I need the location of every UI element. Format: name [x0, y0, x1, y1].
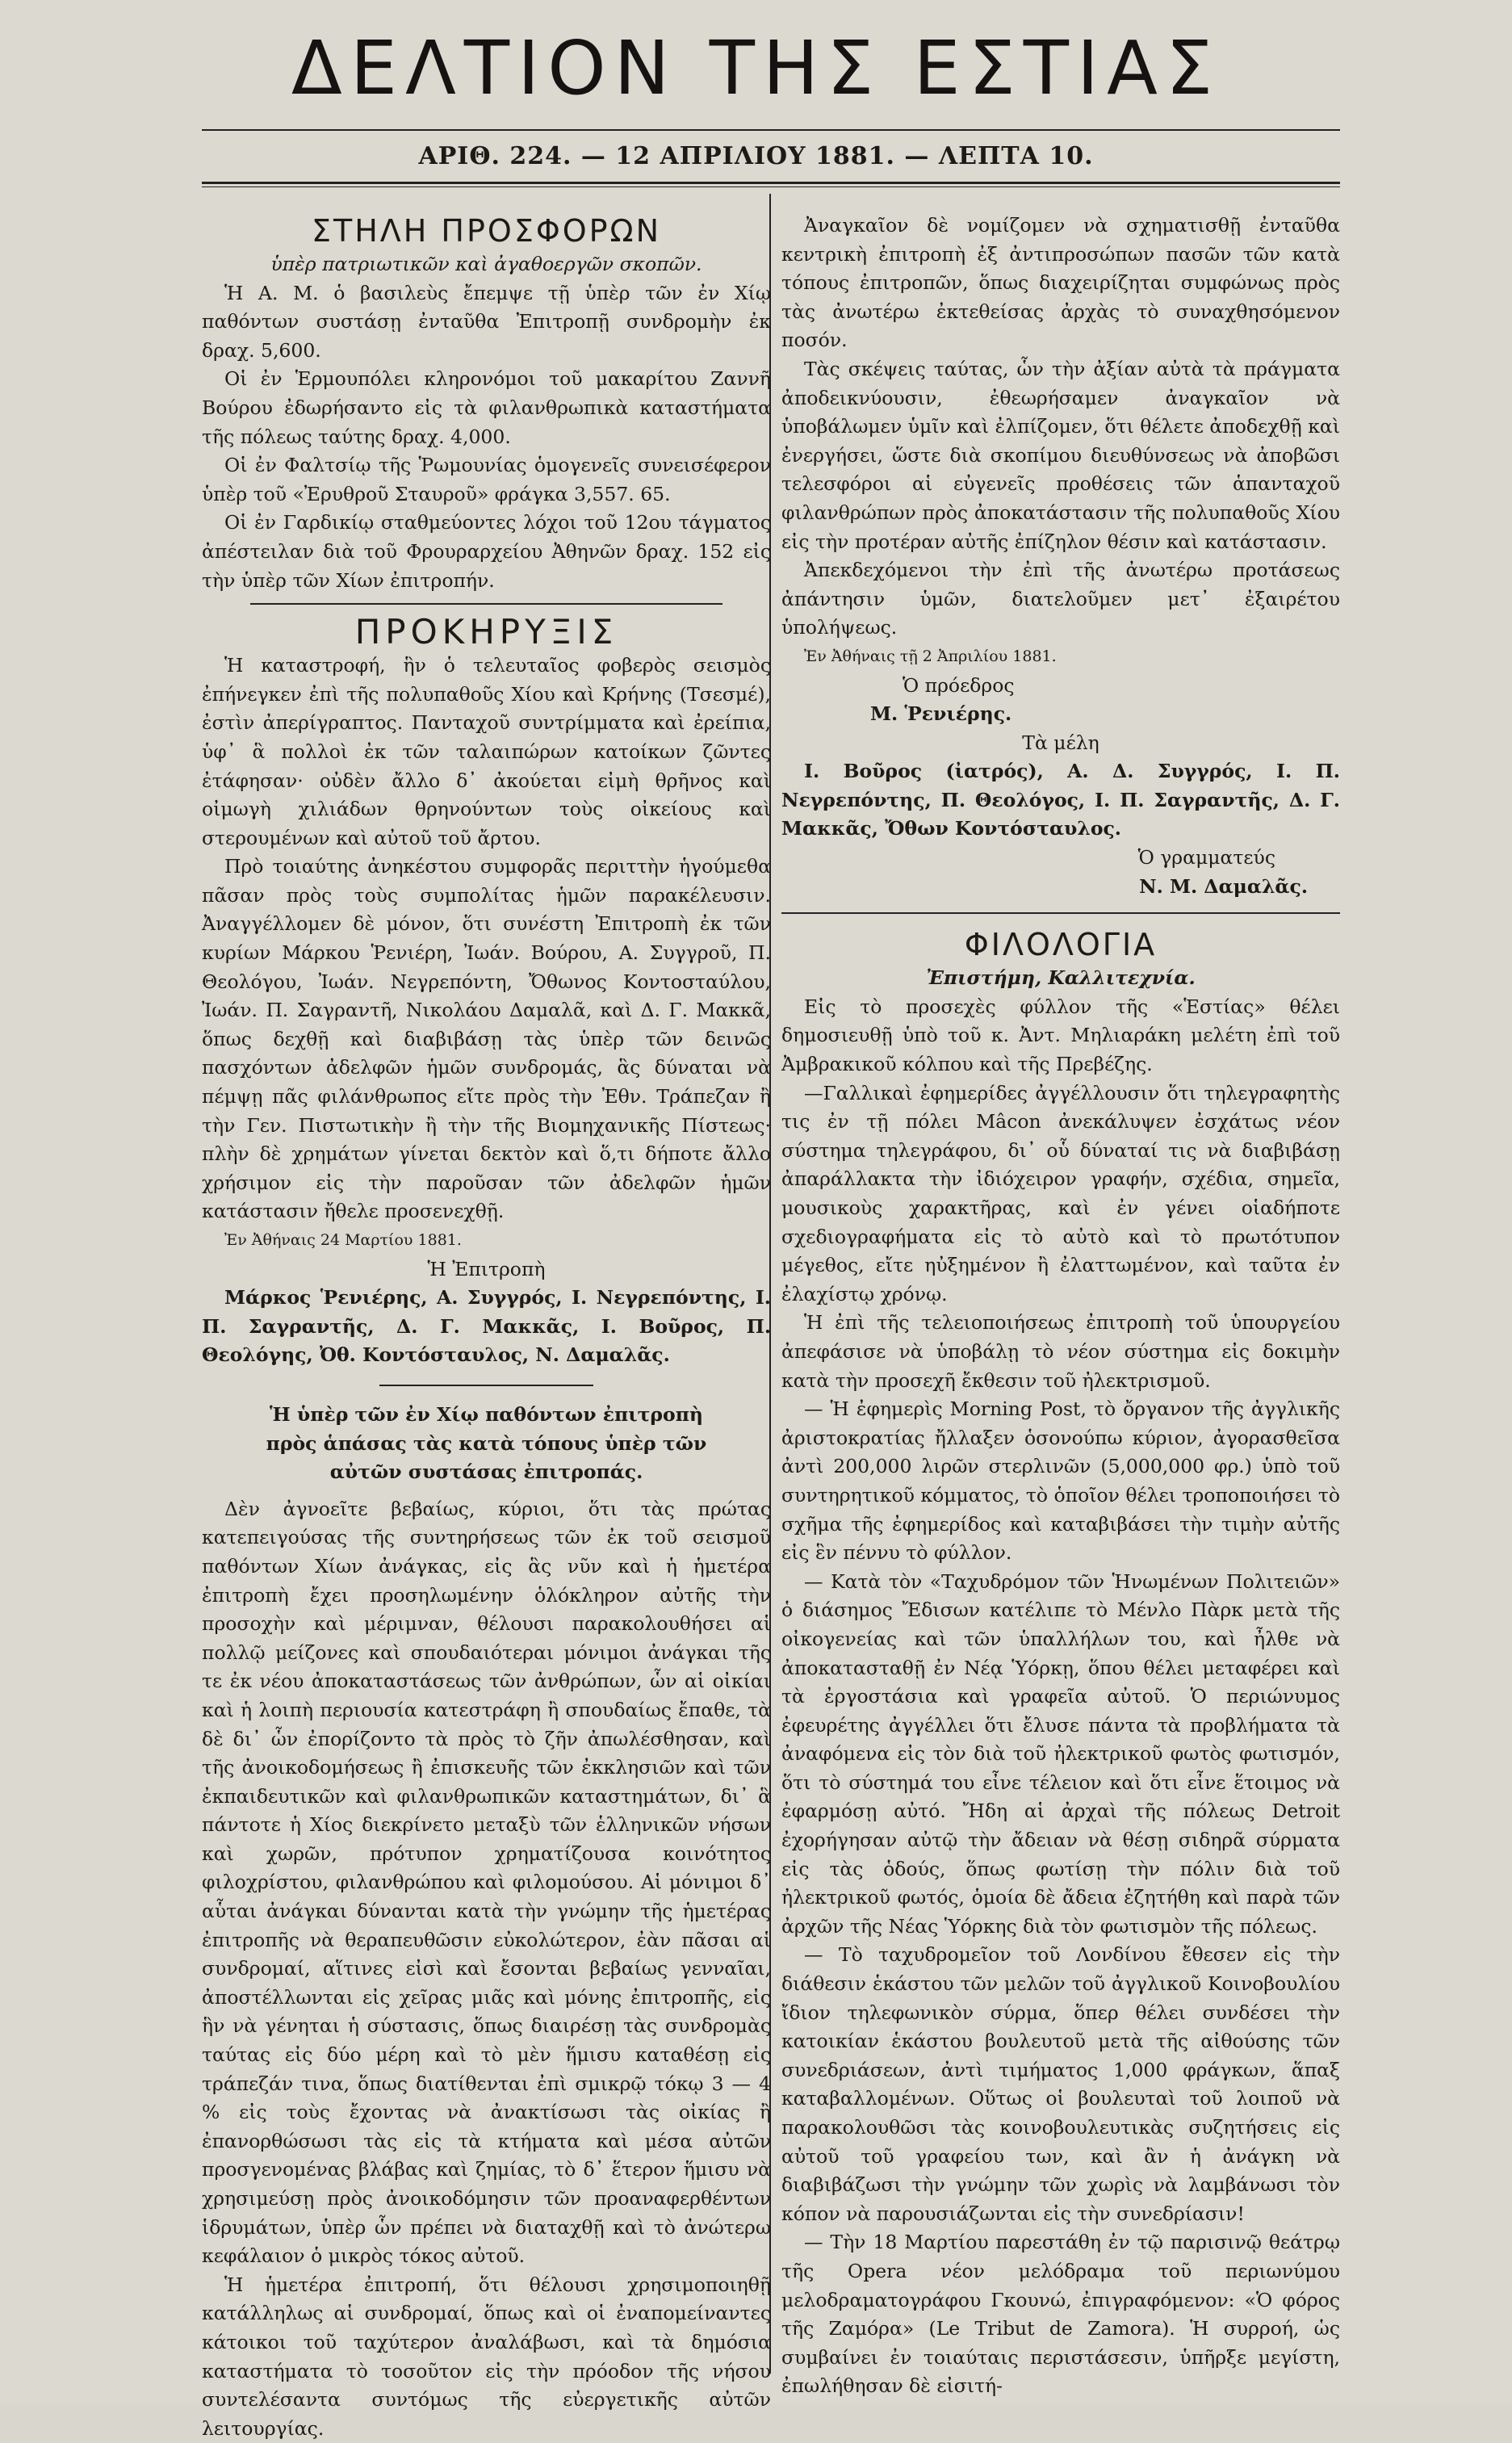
news-item: Ἡ ἐπὶ τῆς τελειοποιήσεως ἐπιτροπὴ τοῦ ὑπουργείου ἀπεφάσισε νὰ ὑποβάλῃ τὸ νέον σύστημα εἰς δοκιμὴν κατὰ τὴν προσεχῆ ἔκθεσιν τοῦ ἠλεκτρισμοῦ.: [781, 1311, 1340, 1392]
news-item: — Τὴν 18 Μαρτίου παρεστάθη ἐν τῷ παρισινῷ θεάτρῳ τῆς Opera νέον μελόδραμα τοῦ περιωνύμου μελοδραματογράφου Γκουνώ, ἐπιγραφόμενον: «Ὁ φόρος τῆς Ζαμόρα» (Le Tribut de Zamora). Ἡ συρροή, ὡς συμβαίνει ἐν τοιαύταις περιστάσεσιν, ὑπῆρξε μεγίστη, ἐπωλήθησαν δὲ εἰσιτή-: [781, 2231, 1340, 2398]
issue-line: ΑΡΙΘ. 224. — 12 ΑΠΡΙΛΙΟΥ 1881. — ΛΕΠΤΑ 10.: [418, 142, 1094, 170]
right-column: [781, 212, 1340, 2401]
newspaper-title: ΔΕΛΤΙΟΝ ΤΗΣ ΕΣΤΙΑΣ: [291, 25, 1221, 111]
proclamation-committee-label: Ἡ Ἐπιτροπὴ: [427, 1257, 546, 1280]
proclamation-date: Ἐν Ἀθήναις 24 Μαρτίου 1881.: [224, 1231, 462, 1249]
philology-subtitle: Ἐπιστήμη, Καλλιτεχνία.: [926, 966, 1196, 990]
section-divider: [379, 1385, 593, 1386]
masthead-rule-top: [202, 129, 1340, 131]
secretary-label: Ὁ γραμματεύς: [1137, 846, 1275, 870]
news-item: Εἰς τὸ προσεχὲς φύλλον τῆς «Ἑστίας» θέλει δημοσιευθῇ ὑπὸ τοῦ κ. Ἀντ. Μηλιαράκη μελέτη ἐπὶ τοῦ Ἀμβρακικοῦ κόλπου καὶ τῆς Πρεβέζης.: [781, 995, 1340, 1076]
news-item: —Γαλλικαὶ ἐφημερίδες ἀγγέλλουσιν ὅτι τηλεγραφητὴς τις ἐν τῇ πόλει Mâcon ἀνεκάλυψεν ἐσχάτως νέον σύστημα τηλεγράφου, δι᾽ οὗ δύναταί τις νὰ διαβιβάσῃ ἀπαράλλακτα τὴν ἰδιόχειρον γραφήν, σχέδια, σημεῖα, μουσικοὺς χαρακτῆρας, καὶ ἐν γένει οἱαδήποτε σχεδιογραφήματα εἰς τὸ αὐτὸ καὶ τὸ πρωτότυπον μέγεθος, εἴτε ηὐξημένον ἢ ἐλαττωμένον, καὶ ταῦτα ἐν ἐλαχίστῳ χρόνῳ.: [781, 1081, 1340, 1305]
offer-item: Οἱ ἐν Γαρδικίῳ σταθμεύοντες λόχοι τοῦ 12ου τάγματος ἀπέστειλαν διὰ τοῦ Φρουραρχείου Ἀθηνῶν δραχ. 152 εἰς τὴν ὑπὲρ τῶν Χίων ἐπιτροπήν.: [202, 511, 771, 592]
committee-letter-paragraph: Δὲν ἀγνοεῖτε βεβαίως, κύριοι, ὅτι τὰς πρώτας κατεπειγούσας τῆς συντηρήσεως τῶν ἐκ τοῦ σεισμοῦ παθόντων Χίων ἀνάγκας, εἰς ἃς νῦν καὶ ἡ ἡμετέρα ἐπιτροπὴ ἔχει προσηλωμένην ὁλόκληρον αὐτῆς τὴν προσοχὴν καὶ μέριμναν, θέλουσι παρακολουθήσει αἱ πολλῷ μείζονες καὶ σπουδαιότεραι μόνιμοι ἀνάγκαι τῆς τε ἐκ νέου ἀποκαταστάσεως τῶν ἀνθρώπων, ὧν αἱ οἰκίαι καὶ ἡ λοιπὴ περιουσία κατεστράφη ἢ σπουδαίως ἔπαθε, τὰ δὲ δι᾽ ὧν ἐπορίζοντο τὰ πρὸς τὸ ζῆν ἀπωλέσθησαν, καὶ τῆς ἀνοικοδομήσεως ἢ ἐπισκευῆς τῶν ἐκκλησιῶν καὶ τῶν ἐκπαιδευτικῶν καὶ φιλανθρωπικῶν καταστημάτων, δι᾽ ἃ πάντοτε ἡ Χίος διεκρίνετο μεταξὺ τῶν ἑλληνικῶν νήσων καὶ χωρῶν, πρότυπον χρηματίζουσα κοινότητος φιλοχρίστου, φιλανθρώπου καὶ φιλομούσου. Αἱ μόνιμοι δ᾽ αὗται ἀνάγκαι δύνανται κατὰ τὴν γνώμην τῆς ἡμετέρας ἐπιτροπῆς νὰ θεραπευθῶσιν εὐκολώτερον, ἐὰν πᾶσαι αἱ συνδρομαί, αἵτινες εἰσὶ καὶ ἔσονται βεβαίως γενναῖαι, ἀποστέλλωνται εἰς χεῖρας μιᾶς καὶ μόνης ἐπιτροπῆς, εἰς ἣν νὰ γένηται ἡ σύστασις, ὅπως διαιρέσῃ τὰς συνδρομὰς ταύτας εἰς δύο μέρη καὶ τὸ μὲν ἥμισυ καταθέσῃ εἰς τράπεζάν τινα, ὅπως διατίθενται ἐπὶ σμικρῷ τόκῳ 3 — 4 % εἰς τοὺς ἔχοντας νὰ ἀνακτίσωσι τὰς οἰκίας ἢ ἐπανορθώσωσι τὰς εἰς τὰ κτήματα καὶ μέσα αὐτῶν προσγενομένας βλάβας καὶ ζημίας, τὸ δ᾽ ἕτερον ἥμισυ νὰ χρησιμεύσῃ πρὸς ἀνοικοδόμησιν τῶν προαναφερθέντων ἱδρυμάτων, ὑπὲρ ὧν πρέπει νὰ διαταχθῇ καὶ τὸ ἀνώτερω κεφάλαιον ὁ μικρὸς τόκος αὐτοῦ.: [202, 1497, 771, 2268]
letter-paragraph: Ἀναγκαῖον δὲ νομίζομεν νὰ σχηματισθῇ ἐνταῦθα κεντρικὴ ἐπιτροπὴ ἐξ ἀντιπροσώπων πασῶν τῶν κατὰ τόπους ἐπιτροπῶν, ὅπως διαχειρίζηται συμφώνως πρὸς τὰς ἀνωτέρω ἐκτεθείσας ἀρχὰς τὸ συναχθησόμενον ποσόν.: [781, 214, 1340, 352]
news-item: — Τὸ ταχυδρομεῖον τοῦ Λονδίνου ἔθεσεν εἰς τὴν διάθεσιν ἑκάστου τῶν μελῶν τοῦ ἀγγλικοῦ Κοινοβουλίου ἴδιον τηλεφωνικὸν σύρμα, ὅπερ θέλει συνδέσει τὴν κατοικίαν ἑκάστου βουλευτοῦ μετὰ τῆς αἰθούσης τῶν συνεδριάσεων, ἀντὶ τιμήματος 1,000 φράγκων, ἅπαξ καταβαλλομένων. Οὕτως οἱ βουλευταὶ τοῦ λοιποῦ νὰ παρακολουθῶσι τὰς κοινοβουλευτικὰς συζητήσεις εἰς αὐτοῦ τοῦ γραφείου των, καὶ ἂν ἡ ἀνάγκη νὰ διαβιβάζωσι τὴν γνώμην τῶν χωρὶς νὰ λαμβάνωσι τὸν κόπον νὰ παρουσιάζωνται εἰς τὴν συνεδρίασιν!: [781, 1943, 1340, 2225]
committee-letter-paragraph: Ἡ ἡμετέρα ἐπιτροπή, ὅτι θέλουσι χρησιμοποιηθῇ κατάλληλως αἱ συνδρομαί, ὅπως καὶ οἱ ἐναπομείναντες κάτοικοι τοῦ ταχύτερον ἀναλάβωσι, καὶ τὰ δημόσια καταστήματα τὸ τοσοῦτον εἰς τὴν πρόοδον τῆς νήσου συντελέσαντα συντόμως τῆς εὐεργετικῆς αὐτῶν λειτουργίας.: [202, 2273, 771, 2440]
offer-item: Οἱ ἐν Ἑρμουπόλει κληρονόμοι τοῦ μακαρίτου Ζαννῆ Βούρου ἐδωρήσαντο εἰς τὰ φιλανθρωπικὰ καταστήματα τῆς πόλεως ταύτης δραχ. 4,000.: [202, 367, 771, 448]
left-column: [202, 212, 771, 2443]
secretary-name: Ν. Μ. Δαμαλᾶς.: [1139, 874, 1308, 898]
section-divider: [250, 603, 722, 605]
section-divider: [781, 912, 1340, 914]
letter-paragraph: Ἀπεκδεχόμενοι τὴν ἐπὶ τῆς ἀνωτέρω προτάσεως ἀπάντησιν ὑμῶν, διατελοῦμεν μετ᾽ ἐξαιρέτου ὑπολήψεως.: [781, 559, 1340, 639]
masthead: [0, 24, 1512, 113]
members-label: Τὰ μέλη: [1022, 731, 1099, 754]
offer-item: Ἡ Α. Μ. ὁ βασιλεὺς ἔπεμψε τῇ ὑπὲρ τῶν ἐν Χίῳ παθόντων συστάσῃ ἐνταῦθα Ἐπιτροπῇ συνδρομὴν ἐκ δραχ. 5,600.: [202, 281, 771, 362]
offer-item: Οἱ ἐν Φαλτσίῳ τῆς Ῥωμουνίας ὁμογενεῖς συνεισέφερον ὑπὲρ τοῦ «Ἐρυθροῦ Σταυροῦ» φράγκα 3,557. 65.: [202, 454, 771, 505]
proclamation-paragraph: Ἡ καταστροφή, ἣν ὁ τελευταῖος φοβερὸς σεισμὸς ἐπήνεγκεν ἐπὶ τῆς πολυπαθοῦς Χίου καὶ Κρήνης (Τσεσμέ), ἐστὶν ἀπερίγραπτος. Πανταχοῦ συντρίμματα καὶ ἐρείπια, ὑφ᾽ ἃ πολλοὶ ἐκ τῶν ταλαιπώρων κατοίκων ζῶντες ἐτάφησαν· οὐδὲν ἄλλο δ᾽ ἀκούεται εἰμὴ θρῆνος καὶ οἰμωγὴ χιλιάδων θρηνούντων τοὺς οἰκείους καὶ στερουμένων καὶ αὐτοῦ τοῦ ἄρτου.: [202, 654, 771, 849]
offers-column-title: ΣΤΗΛΗ ΠΡΟΣΦΟΡΩΝ: [311, 213, 662, 249]
letter-date: Ἐν Ἀθήναις τῇ 2 Ἀπριλίου 1881.: [804, 647, 1057, 665]
letter-paragraph: Τὰς σκέψεις ταύτας, ὧν τὴν ἀξίαν αὐτὰ τὰ πράγματα ἀποδεικνύουσιν, ἐθεωρήσαμεν ἀναγκαῖον νὰ ὑποβάλωμεν ὑμῖν καὶ ἐλπίζομεν, ὅτι θέλετε ἀποδεχθῇ καὶ ἐνεργήσει, ὥστε διὰ σκοπίμου διευθύνσεως νὰ ἀποβῶσι τελεσφόροι αἱ εὐγενεῖς προθέσεις τῶν ἁπανταχοῦ φιλανθρώπων πρὸς ἀποκατάστασιν τῆς πολυπαθοῦς Χίου εἰς τὴν προτέραν αὐτῆς ἐπίζηλον θέσιν καὶ κατάστασιν.: [781, 357, 1340, 553]
committee-letter-heading: Ἡ ὑπὲρ τῶν ἐν Χίῳ παθόντων ἐπιτροπὴ πρὸς ἁπάσας τὰς κατὰ τόπους ὑπὲρ τῶν αὐτῶν συστάσας ἐπιτροπάς.: [266, 1402, 707, 1484]
offers-column-subtitle: ὑπὲρ πατριωτικῶν καὶ ἀγαθοεργῶν σκοπῶν.: [270, 253, 702, 275]
president-label: Ὁ πρόεδρος: [903, 673, 1015, 697]
philology-title: ΦΙΛΟΛΟΓΙΑ: [964, 927, 1158, 963]
members-names: Ι. Βοῦρος (ἰατρός), Α. Δ. Συγγρός, Ι. Π. Νεγρεπόντης, Π. Θεολόγος, Ι. Π. Σαγραντῆς, Δ. Γ. Μακκᾶς, Ὄθων Κοντόσταυλος.: [781, 760, 1340, 840]
masthead-rule-bottom: [202, 182, 1340, 184]
proclamation-title: ΠΡΟΚΗΡΥΞΙΣ: [354, 612, 618, 652]
president-name: Μ. Ῥενιέρης.: [870, 702, 1012, 726]
proclamation-committee-names: Μάρκος Ῥενιέρης, Α. Συγγρός, Ι. Νεγρεπόντης, Ι. Π. Σαγραντῆς, Δ. Γ. Μακκᾶς, Ι. Βοῦρος, Π. Θεολόγης, Ὀθ. Κοντόσταυλος, Ν. Δαμαλᾶς.: [202, 1286, 771, 1367]
proclamation-paragraph: Πρὸ τοιαύτης ἀνηκέστου συμφορᾶς περιττὴν ἡγούμεθα πᾶσαν πρὸς τοὺς συμπολίτας ἡμῶν παρακέλευσιν. Ἀναγγέλλομεν δὲ μόνον, ὅτι συνέστη Ἐπιτροπὴ ἐκ τῶν κυρίων Μάρκου Ῥενιέρη, Ἰωάν. Βούρου, Α. Συγγροῦ, Π. Θεολόγου, Ἰωάν. Νεγρεπόντη, Ὄθωνος Κοντοσταύλου, Ἰωάν. Π. Σαγραντῆ, Νικολάου Δαμαλᾶ, καὶ Δ. Γ. Μακκᾶ, ὅπως δεχθῇ καὶ διαβιβάσῃ τὰς ὑπὲρ τῶν δεινῶς πασχόντων ἀδελφῶν ἡμῶν συνδρομάς, ἃς δύναται νὰ πέμψῃ πᾶς φιλάνθρωπος εἴτε πρὸς τὴν Ἐθν. Τράπεζαν ἢ τὴν Γεν. Πιστωτικὴν ἢ τὴν τῆς Βιομηχανικῆς Πίστεως· πλὴν δὲ χρημάτων γίνεται δεκτὸν καὶ ὅ,τι δήποτε ἄλλο χρήσιμον εἰς τὴν παροῦσαν τῶν ἀδελφῶν ἡμῶν κατάστασιν ἤθελε προσενεχθῇ.: [202, 855, 771, 1223]
news-item: — Κατὰ τὸν «Ταχυδρόμον τῶν Ἡνωμένων Πολιτειῶν» ὁ διάσημος Ἔδισων κατέλιπε τὸ Μένλο Πὰρκ μετὰ τῆς οἰκογενείας καὶ τῶν ὑπαλλήλων του, καὶ ἦλθε νὰ ἀποκατασταθῇ ἐν Νέᾳ Ὑόρκῃ, ὅπου θέλει μεταφέρει καὶ τὰ ἐργοστάσια καὶ γραφεῖα αὐτοῦ. Ὁ περιώνυμος ἐφευρέτης ἀγγέλλει ὅτι ἔλυσε πάντα τὰ προβλήματα τὰ ἀναφόμενα εἰς τὸν διὰ τοῦ ἠλεκτρικοῦ φωτὸς φωτισμόν, ὅτι τὸ σύστημά του εἶνε τέλειον καὶ ὅτι εἶνε ἕτοιμος νὰ ἐφαρμόσῃ αὐτό. Ἤδη αἱ ἀρχαὶ τῆς πόλεως Detroit ἐχορήγησαν αὐτῷ τὴν ἄδειαν νὰ θέσῃ σιδηρᾶ σύρματα εἰς τὰς ὁδούς, ὅπως φωτίσῃ τὴν πόλιν διὰ τοῦ ἠλεκτρικοῦ φωτός, ὁμοία δὲ ἄδεια ἐζητήθη καὶ παρὰ τῶν ἀρχῶν τῆς Νέας Ὑόρκης διὰ τὸν φωτισμὸν τῆς πόλεως.: [781, 1569, 1340, 1938]
masthead-rule-bottom-thin: [202, 186, 1340, 187]
news-item: — Ἡ ἐφημερὶς Morning Post, τὸ ὄργανον τῆς ἀγγλικῆς ἀριστοκρατίας ἤλλαξεν ὁσονούπω κύριον, ἀγορασθεῖσα ἀντὶ 200,000 λιρῶν στερλινῶν (5,000,000 φρ.) ὑπὸ τοῦ συντηρητικοῦ κόμματος, τὸ ὁποῖον θέλει τροποποιήσει τὸ σχῆμα τῆς ἐφημερίδος καὶ καταβιβάσει τὴν τιμὴν αὐτῆς εἰς ἓν πέννυ τὸ φύλλον.: [781, 1397, 1340, 1565]
